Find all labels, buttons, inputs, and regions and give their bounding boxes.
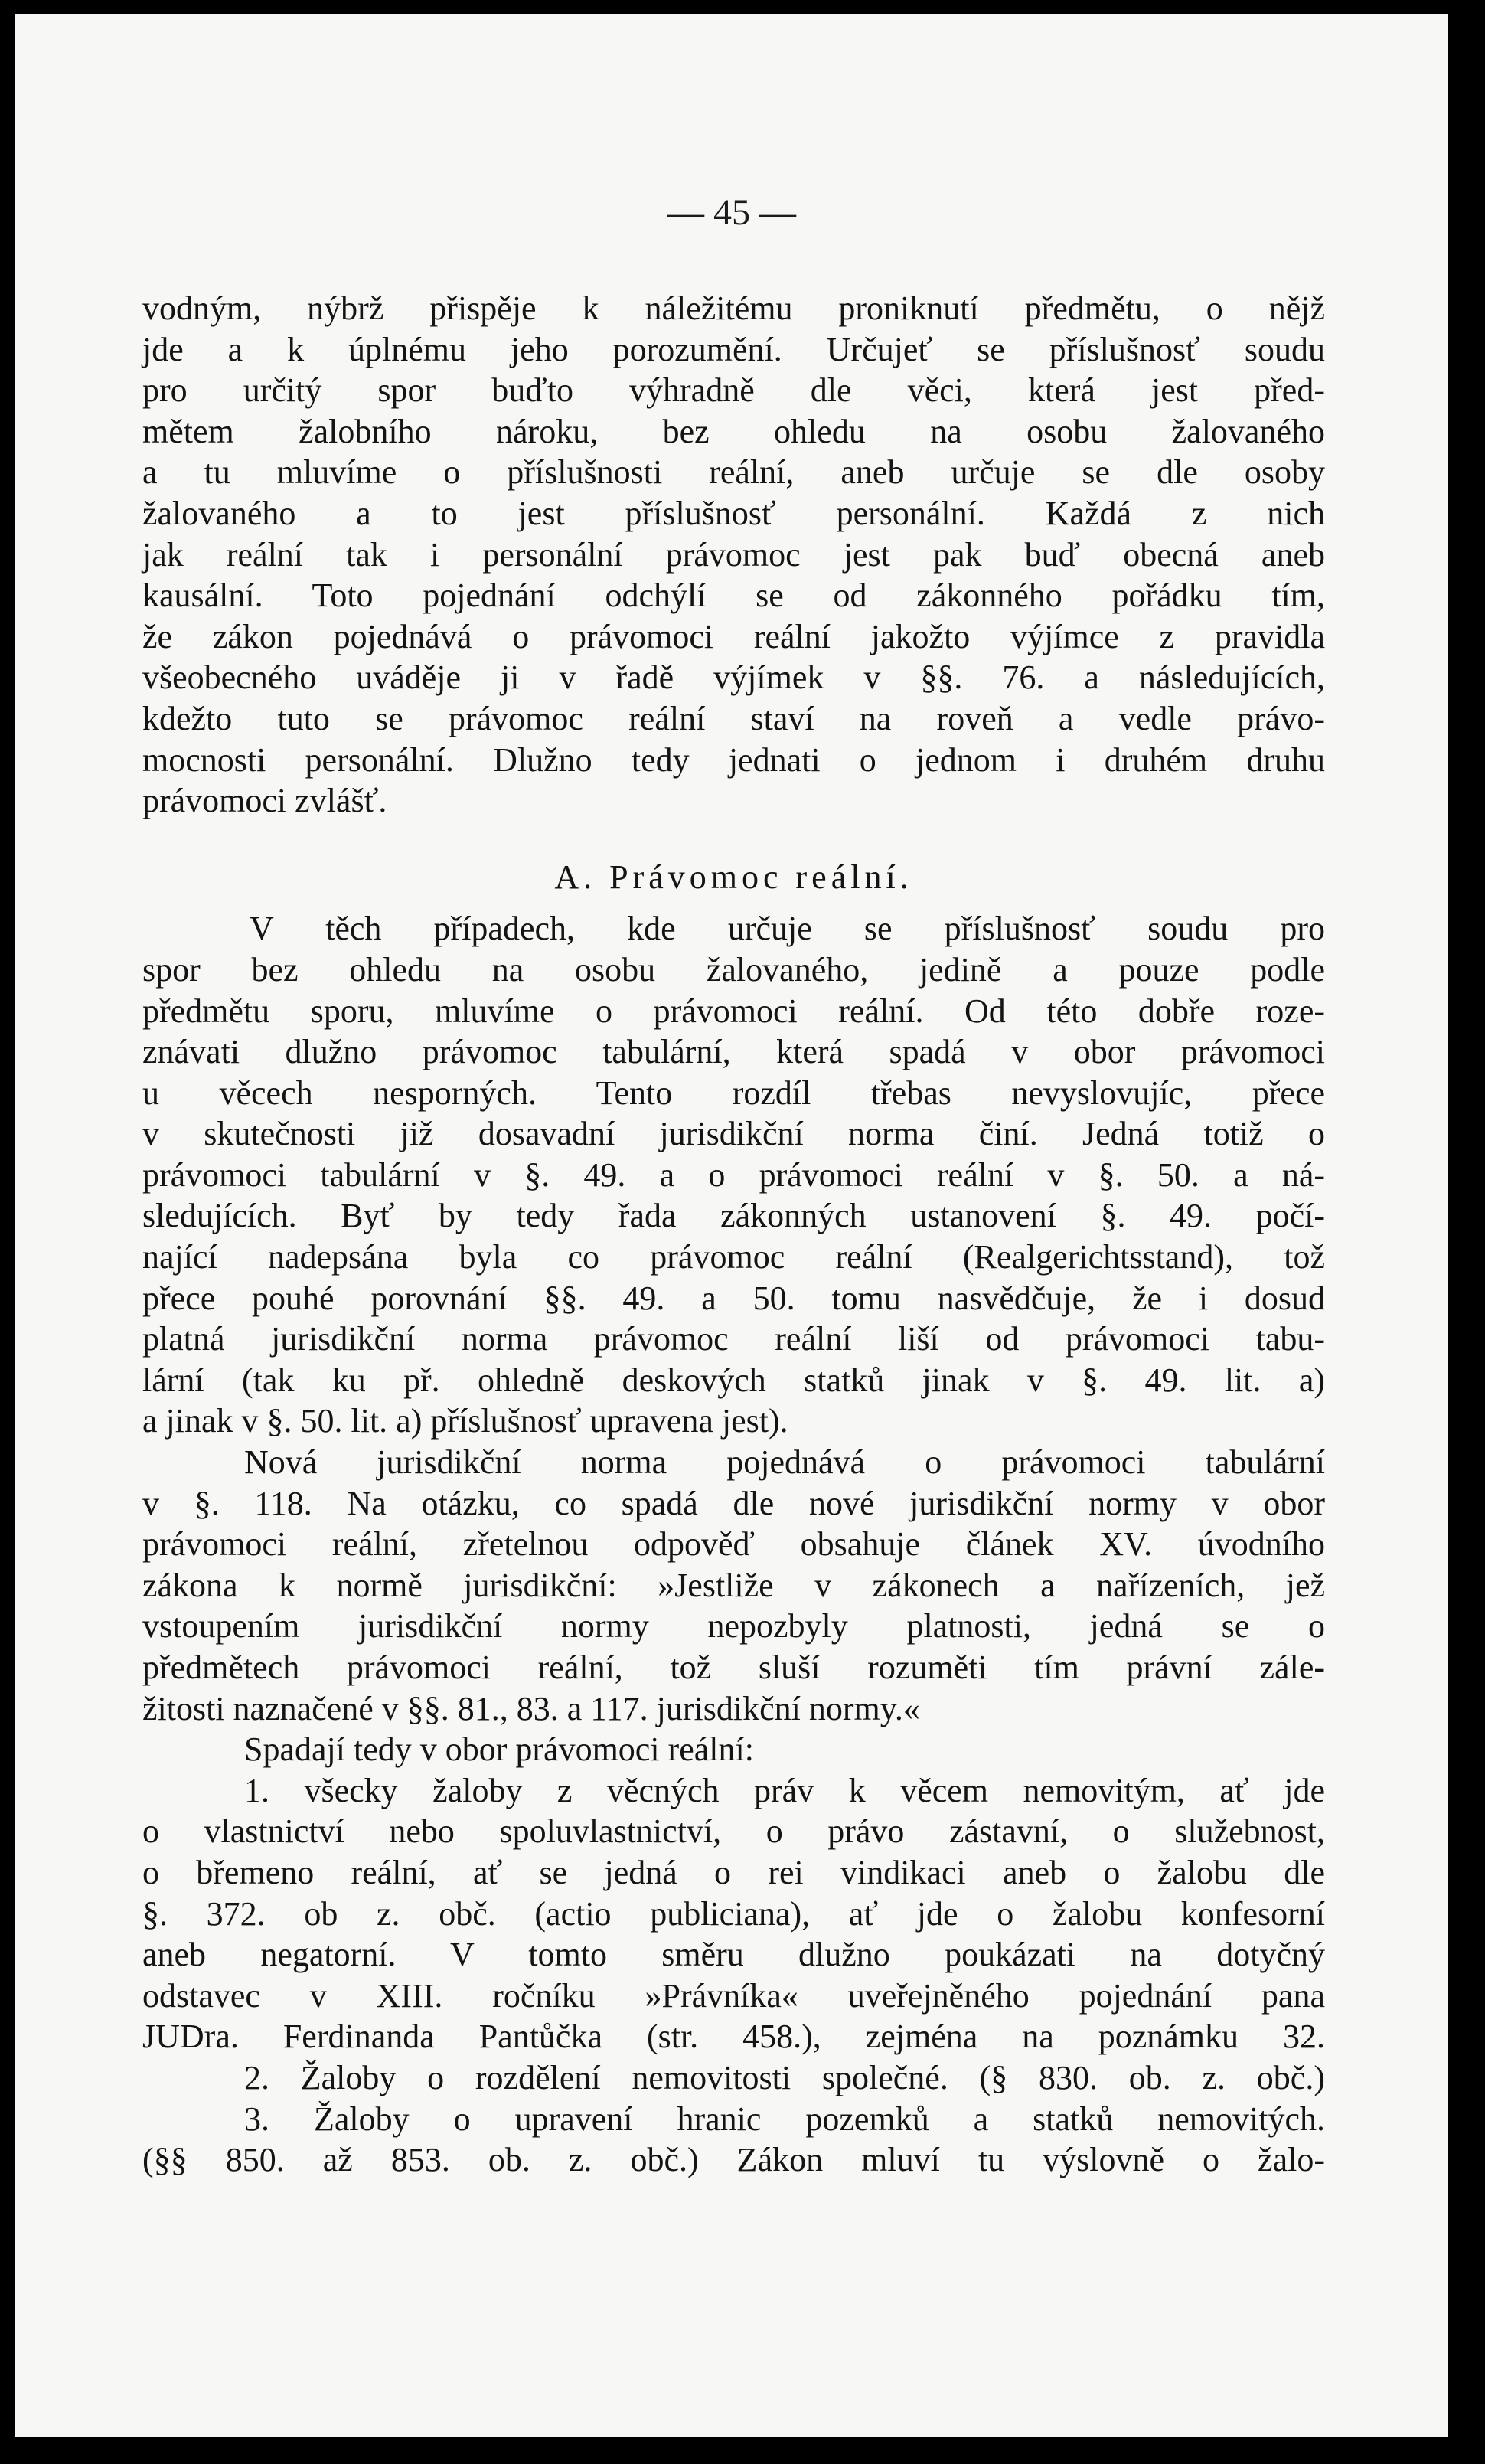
page-number: — 45 — <box>667 192 796 233</box>
text-line: žitosti naznačené v §§. 81., 83. a 117. jurisdikční normy.« <box>142 1689 920 1727</box>
text-line: V těch případech, kde určuje se příslušnosť soudu pro <box>250 910 1325 948</box>
text-line: a tu mluvíme o příslušnosti reální, aneb určuje se dle osoby <box>142 453 1325 492</box>
text-line: v §. 118. Na otázku, co spadá dle nové jurisdikční normy v obor <box>142 1484 1325 1522</box>
text-line: jak reální tak i personální právomoc jest pak buď obecná aneb <box>142 535 1325 574</box>
body-text <box>142 288 1325 2181</box>
text-line: předmětu sporu, mluvíme o právomoci reální. Od této dobře roze- <box>142 992 1325 1030</box>
text-line: Spadají tedy v obor právomoci reální: <box>244 1730 754 1769</box>
text-line: nající nadepsána byla co právomoc reální (Realgerichtsstand), tož <box>142 1238 1325 1276</box>
text-line: žalovaného a to jest příslušnosť personální. Každá z nich <box>142 494 1325 532</box>
text-line: platná jurisdikční norma právomoc reální liší od právomoci tabu- <box>142 1320 1325 1358</box>
text-line: předmětech právomoci reální, tož sluší rozuměti tím právní zále- <box>142 1649 1325 1686</box>
text-line: kdežto tuto se právomoc reální staví na roveň a vedle právo- <box>142 699 1325 737</box>
text-line: (§§ 850. až 853. ob. z. obč.) Zákon mluví tu výslovně o žalo- <box>142 2141 1325 2179</box>
text-line: odstavec v XIII. ročníku »Právníka« uveřejněného pojednání pana <box>142 1976 1325 2015</box>
text-line: aneb negatorní. V tomto směru dlužno poukázati na dotyčný <box>142 1936 1325 1974</box>
text-line: lární (tak ku př. ohledně deskových statků jinak v §. 49. lit. a) <box>142 1361 1325 1399</box>
text-line: pro určitý spor buďto výhradně dle věci, která jest před- <box>142 371 1325 410</box>
text-line: zákona k normě jurisdikční: »Jestliže v zákonech a nařízeních, jež <box>142 1566 1325 1604</box>
section-gap <box>142 822 1325 849</box>
text-line: znávati dlužno právomoc tabulární, která spadá v obor právomoci <box>142 1033 1325 1071</box>
text-line: a jinak v §. 50. lit. a) příslušnosť upravena jest). <box>142 1402 788 1440</box>
text-line: jde a k úplnému jeho porozumění. Určujeť se příslušnosť soudu <box>142 330 1325 368</box>
text-line: vstoupením jurisdikční normy nepozbyly platnosti, jedná se o <box>142 1607 1325 1645</box>
text-line: kausální. Toto pojednání odchýlí se od zákonného pořádku tím, <box>142 577 1325 615</box>
list-item-3: 3. Žaloby o upravení hranic pozemků a statků nemovitých. <box>244 2100 1325 2138</box>
text-line: o břemeno reální, ať se jedná o rei vindikaci aneb o žalobu dle <box>142 1853 1325 1891</box>
text-line: vodným, nýbrž přispěje k náležitému proniknutí předmětu, o nějž <box>142 289 1325 327</box>
text-line: právomoci tabulární v §. 49. a o právomoci reální v §. 50. a ná- <box>142 1155 1325 1194</box>
text-line: přece pouhé porovnání §§. 49. a 50. tomu nasvědčuje, že i dosud <box>142 1279 1325 1317</box>
text-line: spor bez ohledu na osobu žalovaného, jedině a pouze podle <box>142 950 1325 989</box>
book-page <box>15 14 1448 2437</box>
list-item-1: 1. všecky žaloby z věcných práv k věcem nemovitým, ať jde <box>244 1771 1325 1809</box>
text-line: u věcech nesporných. Tento rozdíl třebas nevyslovujíc, přece <box>142 1074 1325 1112</box>
text-line: právomoci reální, zřetelnou odpověď obsahuje článek XV. úvodního <box>142 1525 1325 1564</box>
text-line: sledujících. Byť by tedy řada zákonných ustanovení §. 49. počí- <box>142 1197 1325 1235</box>
text-line: §. 372. ob z. obč. (actio publiciana), ať jde o žalobu konfesorní <box>142 1894 1325 1933</box>
text-line: že zákon pojednává o právomoci reální jakožto výjímce z pravidla <box>142 617 1325 655</box>
text-line: mocnosti personální. Dlužno tedy jednati o jednom i druhém druhu <box>142 740 1325 779</box>
text-line: všeobecného uváděje ji v řadě výjímek v §§. 76. a následujících, <box>142 658 1325 697</box>
section-heading: A. Právomoc reální. <box>554 858 913 896</box>
text-line: právomoci zvlášť. <box>142 782 387 820</box>
text-line: v skutečnosti již dosavadní jurisdikční norma činí. Jedná totiž o <box>142 1115 1325 1153</box>
text-line: Nová jurisdikční norma pojednává o právomoci tabulární <box>244 1443 1325 1482</box>
list-item-2: 2. Žaloby o rozdělení nemovitosti společné. (§ 830. ob. z. obč.) <box>244 2058 1325 2096</box>
text-line: o vlastnictví nebo spoluvlastnictví, o právo zástavní, o služebnost, <box>142 1812 1325 1851</box>
text-line: JUDra. Ferdinanda Pantůčka (str. 458.), zejména na poznámku 32. <box>142 2018 1325 2056</box>
text-line: mětem žalobního nároku, bez ohledu na osobu žalovaného <box>142 412 1325 450</box>
